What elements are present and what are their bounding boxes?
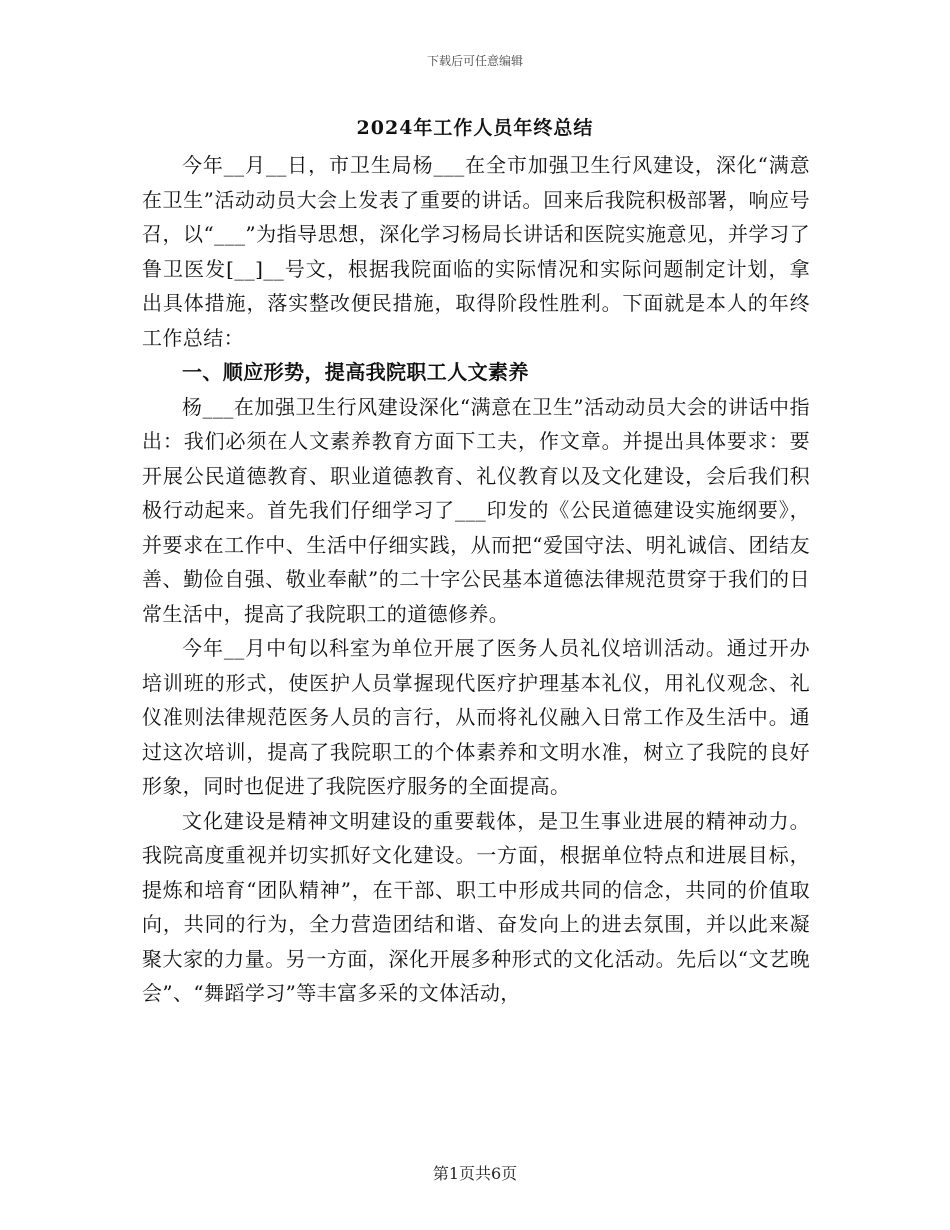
page-indicator: 第1页共6页 (432, 1164, 518, 1183)
document-title: 2024年工作人员年终总结 (356, 117, 594, 139)
paragraph-intro: 今年__月__日，市卫生局杨___在全市加强卫生行风建设，深化“满意在卫生”活动动员大会上发表了重要的讲话。回来后我院积极部署，响应号召，以“___”为指导思想，深化学习杨局长讲话和医院实施意见，并学习了鲁卫医发[__]__号文，根据我院面临的实际情况和实际问题制定计划，拿出具体措施，落实整改便民措施，取得阶段性胜利。下面就是本人的年终工作总结： (142, 153, 810, 350)
document-body (142, 148, 810, 1011)
paragraph-culture: 文化建设是精神文明建设的重要载体，是卫生事业进展的精神动力。我院高度重视并切实抓好文化建设。一方面，根据单位特点和进展目标，提炼和培育“团队精神”，在干部、职工中形成共同的信念，共同的价值取向，共同的行为，全力营造团结和谐、奋发向上的进去氛围，并以此来凝聚大家的力量。另一方面，深化开展多种形式的文化活动。先后以“文艺晚会”、“舞蹈学习”等丰富多采的文体活动， (142, 808, 810, 1005)
paragraph-etiquette-training: 今年__月中旬以科室为单位开展了医务人员礼仪培训活动。通过开办培训班的形式，使医护人员掌握现代医疗护理基本礼仪，用礼仪观念、礼仪准则法律规范医务人员的言行，从而将礼仪融入日常工作及生活中。通过这次培训，提高了我院职工的个体素养和文明水准，树立了我院的良好形象，同时也促进了我院医疗服务的全面提高。 (142, 636, 810, 798)
header-note: 下载后可任意编辑 (426, 54, 523, 68)
section-heading: 一、顺应形势，提高我院职工人文素养 (182, 360, 529, 384)
paragraph-humanities: 杨___在加强卫生行风建设深化“满意在卫生”活动动员大会的讲话中指出：我们必须在人文素养教育方面下工夫，作文章。并提出具体要求：要开展公民道德教育、职业道德教育、礼仪教育以及文化建设，会后我们积极行动起来。首先我们仔细学习了___印发的《公民道德建设实施纲要》，并要求在工作中、生活中仔细实践，从而把“爱国守法、明礼诚信、团结友善、勤俭自强、敬业奉献”的二十字公民基本道德法律规范贯穿于我们的日常生活中，提高了我院职工的道德修养。 (142, 394, 810, 626)
